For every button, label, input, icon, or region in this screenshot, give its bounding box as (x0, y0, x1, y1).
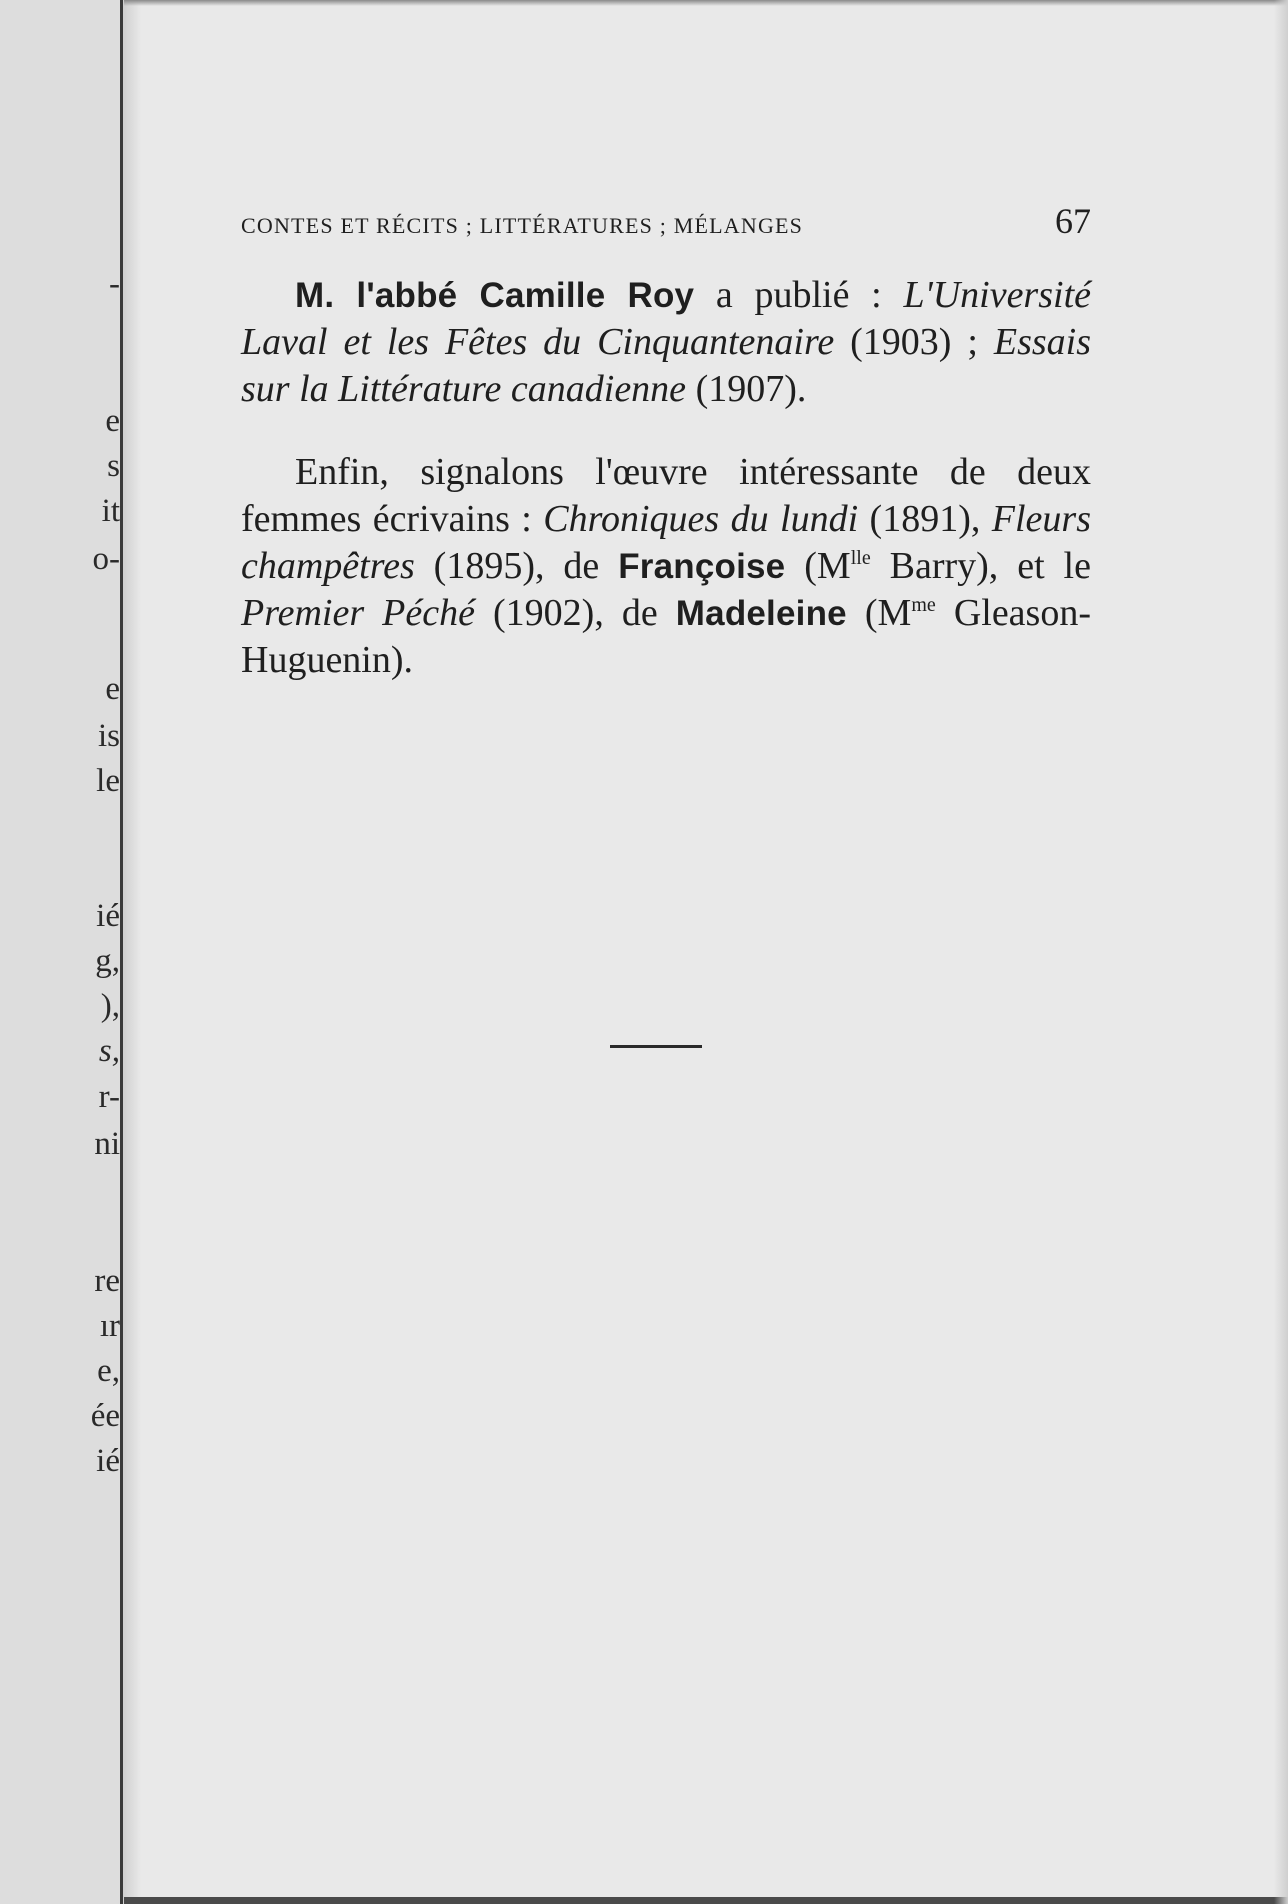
work-title: Chroniques du lundi (543, 498, 859, 540)
pen-name: Madeleine (675, 594, 847, 633)
text-run: (1902), de (474, 592, 676, 634)
previous-page-line-fragment: is (97, 718, 120, 754)
text-run: (1891), (858, 498, 992, 540)
gutter-shadow (123, 0, 141, 1904)
previous-page-line-fragment: s, (98, 1033, 120, 1069)
previous-page-line-fragment: re (94, 1263, 120, 1299)
previous-page-line-fragment: - (109, 266, 120, 302)
paragraph-camille-roy (241, 272, 1091, 413)
text-run: (1895), de (414, 545, 619, 587)
text-run: Barry), et le (870, 545, 1091, 587)
previous-page-line-fragment: it (101, 493, 120, 529)
previous-page-line-fragment: g, (95, 943, 120, 979)
previous-page-strip (0, 0, 120, 1904)
page-right-edge (1274, 0, 1288, 1904)
text-run: a publié : (694, 274, 904, 316)
book-page (241, 200, 1091, 684)
running-title: CONTES ET RÉCITS ; LITTÉRATURES ; MÉLANGES (241, 213, 804, 238)
work-title: Essais sur la Littérature canadienne (241, 321, 1091, 410)
previous-page-line-fragment: r- (98, 1079, 120, 1115)
previous-page-line-fragment: ır (99, 1308, 120, 1344)
text-run: (M (846, 592, 912, 634)
previous-page-line-fragment: ni (94, 1126, 120, 1162)
previous-page-line-fragment: ié (96, 1443, 120, 1479)
previous-page-line-fragment: ée (90, 1398, 120, 1434)
title-superscript: me (911, 594, 936, 616)
text-run: Enfin, signalons l'œuvre intéressante de deux femmes écrivains : (241, 451, 1091, 540)
previous-page-line-fragment: ié (96, 898, 120, 934)
author-name: M. l'abbé Camille Roy (295, 276, 695, 315)
work-title: Premier Péché (241, 592, 475, 634)
text-run: Gleason-Huguenin). (241, 592, 1091, 681)
previous-page-line-fragment: le (96, 763, 120, 799)
previous-page-line-fragment: ), (100, 988, 120, 1024)
section-end-rule (610, 1045, 702, 1048)
page-number: 67 (1055, 201, 1091, 241)
page-bottom-edge (124, 1897, 1288, 1904)
paragraph-women-writers (241, 449, 1091, 684)
text-run: (M (785, 545, 851, 587)
pen-name: Françoise (618, 547, 786, 586)
title-superscript: lle (850, 547, 871, 569)
previous-page-fragments (0, 0, 120, 1904)
previous-page-line-fragment: e (105, 403, 120, 439)
work-title: Fleurs champêtres (241, 498, 1091, 587)
page-top-edge (124, 0, 1288, 6)
text-run: (1903) ; (834, 321, 994, 363)
previous-page-line-fragment: e (105, 671, 120, 707)
work-title: L'Université Laval et les Fêtes du Cinquantenaire (241, 274, 1091, 363)
previous-page-line-fragment: s (107, 448, 120, 484)
previous-page-line-fragment: e, (97, 1353, 120, 1389)
previous-page-line-fragment: o- (92, 541, 120, 577)
running-head (241, 200, 1091, 250)
text-run: (1907). (686, 368, 807, 410)
